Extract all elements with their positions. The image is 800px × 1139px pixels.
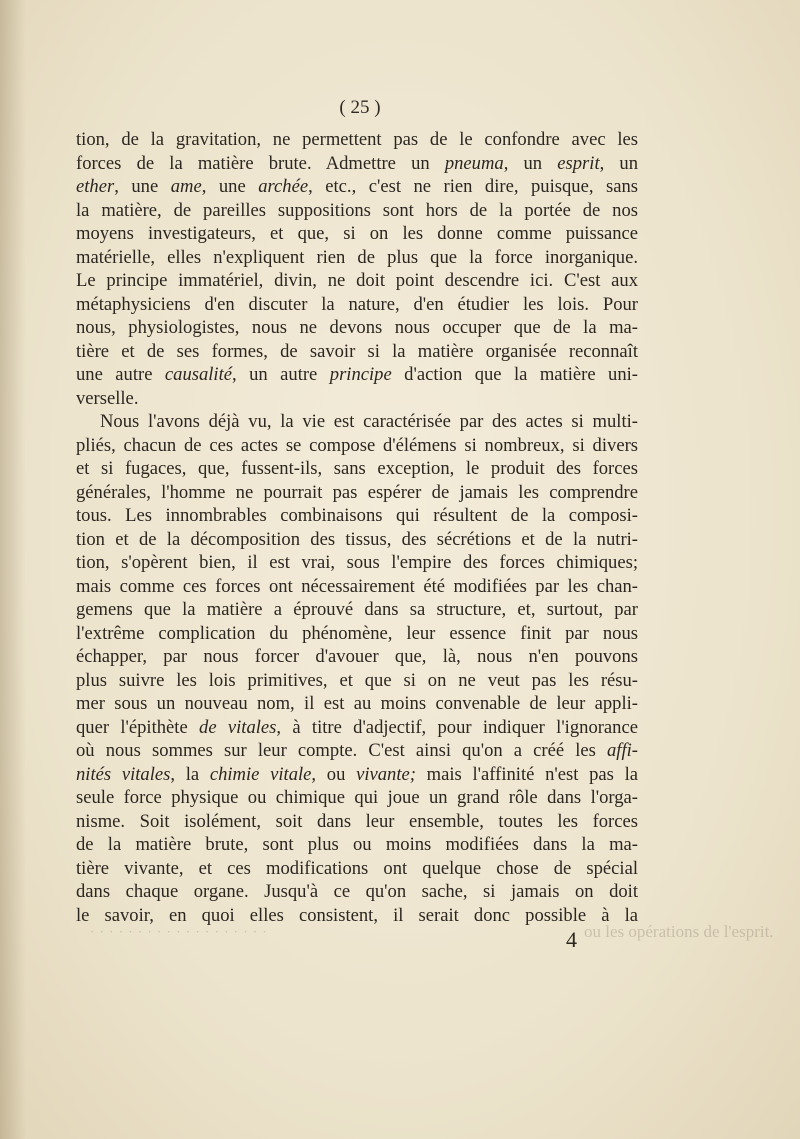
- text-segment: quer l'épithète: [76, 716, 200, 738]
- text-segment: Le principe immatériel, divin, ne doit point descendre ici. C'est aux: [76, 270, 638, 291]
- text-line: [76, 316, 638, 340]
- text-segment: , une: [114, 176, 171, 197]
- text-segment: verselle.: [76, 387, 139, 409]
- bleed-through-text-right: ou les opérations de l'esprit.: [584, 922, 774, 941]
- text-line: [76, 786, 638, 810]
- italic-term: chimie vitale: [209, 763, 312, 785]
- italic-term: ether: [76, 176, 115, 197]
- text-segment: , ou: [311, 763, 357, 785]
- italic-term: pneuma: [444, 152, 504, 174]
- text-line: [76, 692, 638, 716]
- text-segment: où nous sommes sur leur compte. C'est ainsi qu'on a créé les: [76, 740, 607, 761]
- text-segment: d'action que la matière uni-: [391, 364, 638, 385]
- text-line: [76, 363, 638, 387]
- text-segment: gemens que la matière a éprouvé dans sa structure, et, surtout, par: [76, 599, 638, 620]
- text-line: [76, 716, 638, 740]
- text-segment: échapper, par nous forcer d'avouer que, là, nous n'en pouvons: [76, 646, 638, 667]
- text-line: [76, 622, 638, 646]
- text-segment: , un: [599, 152, 638, 174]
- text-line: [76, 128, 638, 152]
- text-line: [76, 410, 638, 434]
- text-segment: métaphysiciens d'en discuter la nature, d'en étudier les lois. Pour: [76, 293, 638, 315]
- italic-term: de vitales: [199, 716, 277, 738]
- text-segment: tière et de ses formes, de savoir si la matière organisée reconnaît: [76, 340, 638, 362]
- text-segment: tion, de la gravitation, ne permettent pas de le confondre avec les: [76, 129, 638, 150]
- text-line: [76, 880, 638, 904]
- spine-shadow: [0, 0, 26, 1139]
- text-line: [76, 340, 638, 364]
- text-segment: forces de la matière brute. Admettre un: [76, 152, 445, 174]
- page-number: ( 25 ): [339, 97, 381, 118]
- text-line: [76, 575, 638, 599]
- text-segment: moyens investigateurs, et que, si on les donne comme puissance: [76, 223, 638, 244]
- italic-term: vivante;: [356, 763, 416, 785]
- text-segment: seule force physique ou chimique qui joue un grand rôle dans l'orga-: [76, 787, 638, 808]
- text-segment: tion et de la décomposition des tissus, des sécrétions et de la nutri-: [76, 528, 638, 550]
- italic-term: affi-: [607, 740, 638, 761]
- italic-term: causalité: [164, 364, 233, 385]
- text-segment: le savoir, en quoi elles consistent, il serait donc possible à la: [76, 904, 638, 926]
- bleed-through-text-left: · · · · · · · · · · · · · · · · · · ·: [90, 924, 268, 939]
- text-segment: matérielle, elles n'expliquent rien de plus que la force inorganique.: [76, 246, 638, 268]
- text-line: [76, 175, 638, 199]
- italic-term: ame: [170, 176, 202, 197]
- text-segment: pliés, chacun de ces actes se compose d'élémens si nombreux, si divers: [76, 434, 638, 456]
- text-segment: dans chaque organe. Jusqu'à ce qu'on sache, si jamais on doit: [76, 881, 638, 902]
- text-segment: , etc., c'est ne rien dire, puisque, sans: [308, 176, 638, 197]
- text-segment: mais l'affinité n'est pas la: [415, 763, 638, 785]
- text-segment: mais comme ces forces ont nécessairement été modifiées par les chan-: [76, 575, 638, 597]
- text-line: [76, 457, 638, 481]
- text-line: [76, 434, 638, 458]
- text-segment: plus suivre les lois primitives, et que si on ne veut pas les résu-: [76, 669, 638, 691]
- text-segment: , la: [170, 763, 210, 785]
- text-segment: , un: [503, 152, 558, 174]
- text-line: [76, 387, 638, 411]
- text-segment: et si fugaces, que, fussent-ils, sans exception, le produit des forces: [76, 458, 638, 479]
- text-segment: Nous l'avons déjà vu, la vie est caractérisée par des actes si multi-: [100, 411, 638, 432]
- text-line: [76, 481, 638, 505]
- text-line: [76, 222, 638, 246]
- text-segment: nous, physiologistes, nous ne devons nous occuper que de la ma-: [76, 317, 638, 338]
- text-line: [76, 645, 638, 669]
- italic-term: principe: [329, 364, 392, 385]
- text-line: [76, 152, 638, 176]
- text-line: [76, 763, 638, 787]
- text-segment: la matière, de pareilles suppositions sont hors de la portée de nos: [76, 199, 638, 221]
- signature-mark: 4: [566, 927, 577, 952]
- italic-term: nités vitales: [76, 763, 171, 785]
- text-line: [76, 528, 638, 552]
- text-line: [76, 199, 638, 223]
- text-segment: tous. Les innombrables combinaisons qui résultent de la composi-: [76, 505, 638, 526]
- text-line: [76, 504, 638, 528]
- text-segment: , à titre d'adjectif, pour indiquer l'ignorance: [276, 716, 638, 738]
- italic-term: esprit: [557, 152, 600, 174]
- text-segment: , une: [201, 176, 259, 197]
- italic-term: archée: [258, 176, 309, 197]
- text-segment: une autre: [76, 364, 165, 385]
- text-line: [76, 598, 638, 622]
- text-line: [76, 810, 638, 834]
- text-segment: mer sous un nouveau nom, il est au moins convenable de leur appli-: [76, 693, 638, 714]
- text-segment: , un autre: [232, 364, 330, 385]
- text-segment: de la matière brute, sont plus ou moins modifiées dans la ma-: [76, 834, 638, 855]
- text-line: [76, 269, 638, 293]
- text-line: [76, 739, 638, 763]
- text-segment: tion, s'opèrent bien, il est vrai, sous l'empire des forces chimiques;: [76, 552, 638, 573]
- text-line: [76, 551, 638, 575]
- text-line: [76, 833, 638, 857]
- text-segment: nisme. Soit isolément, soit dans leur ensemble, toutes les forces: [76, 810, 638, 832]
- text-line: [76, 246, 638, 270]
- text-line: [76, 293, 638, 317]
- text-segment: tière vivante, et ces modifications ont quelque chose de spécial: [76, 857, 638, 879]
- body-text: [76, 128, 638, 927]
- text-line: [76, 857, 638, 881]
- text-line: [76, 669, 638, 693]
- text-segment: générales, l'homme ne pourrait pas espérer de jamais les comprendre: [76, 481, 638, 503]
- text-segment: l'extrême complication du phénomène, leur essence finit par nous: [76, 622, 638, 644]
